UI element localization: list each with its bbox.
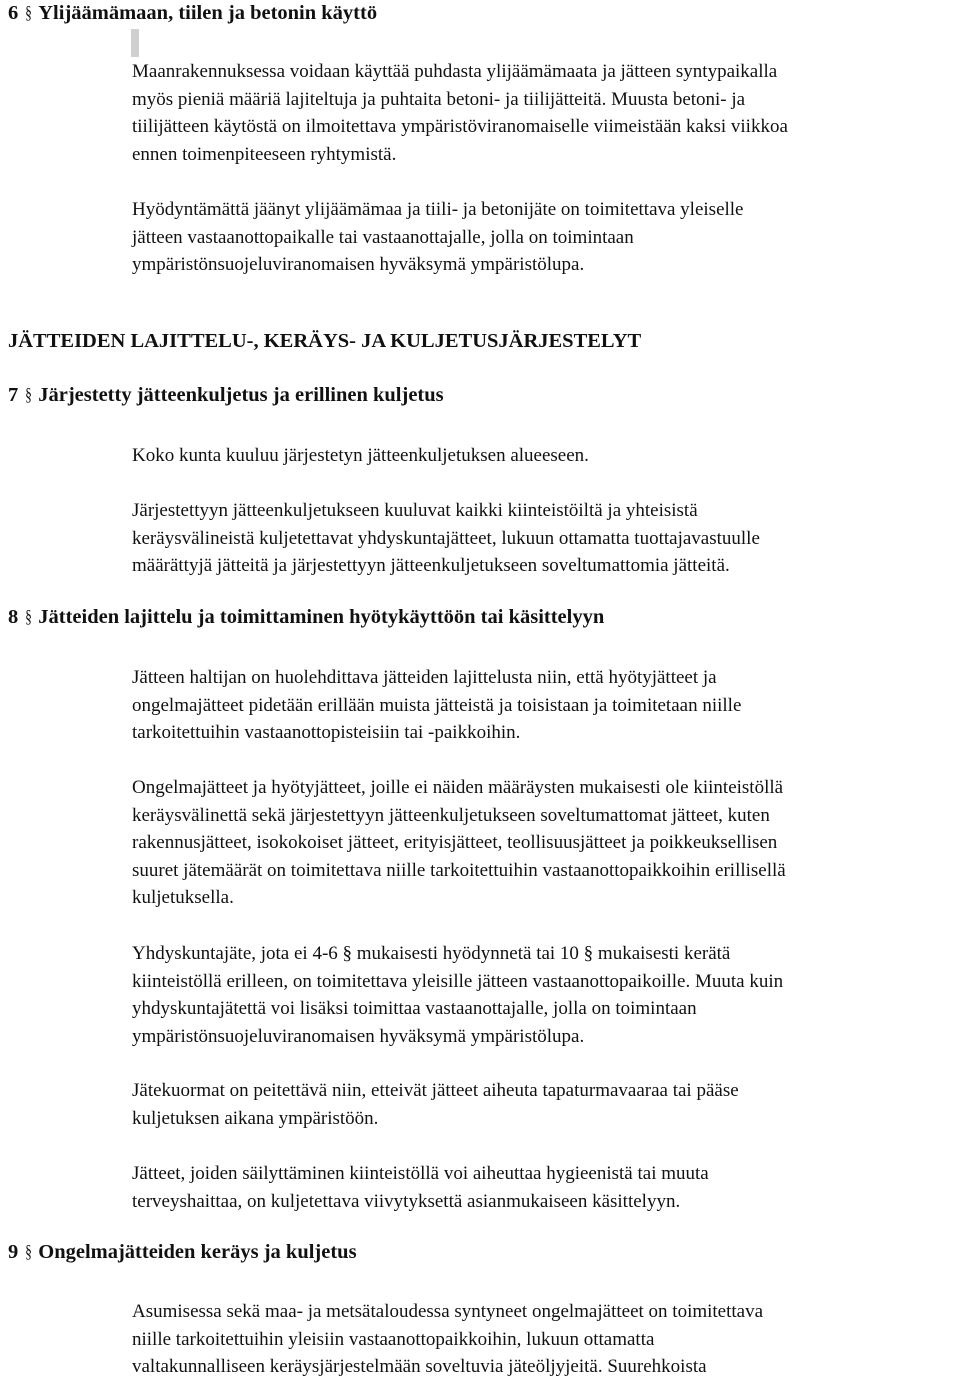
section-symbol: § (25, 1241, 33, 1261)
paragraph-line: jätteen vastaanottopaikalle tai vastaanottajalle, jolla on toimintaan (132, 226, 634, 248)
paragraph-line: rakennusjätteet, isokokoiset jätteet, erityisjätteet, teollisuusjätteet ja poikkeuksellisen (132, 832, 778, 854)
section-number: 8 (8, 606, 19, 628)
section-8-paragraph-2 (132, 774, 952, 912)
section-6-paragraph-1 (132, 58, 952, 168)
paragraph-line: ympäristönsuojeluviranomaisen hyväksymä ympäristölupa. (132, 1025, 585, 1047)
section-9-heading (8, 1238, 357, 1265)
paragraph-line: terveyshaittaa, on kuljetettava viivytyksettä asianmukaiseen käsittelyyn. (132, 1190, 681, 1212)
paragraph-line: Koko kunta kuuluu järjestetyn jätteenkuljetuksen alueeseen. (132, 445, 589, 466)
section-6-heading (8, 0, 377, 26)
section-8-paragraph-1 (132, 664, 952, 747)
section-8-paragraph-3 (132, 940, 952, 1050)
margin-marker (131, 29, 139, 57)
section-number: 7 (8, 384, 19, 406)
section-symbol: § (25, 384, 33, 404)
section-number: 6 (8, 2, 19, 24)
section-symbol: § (25, 2, 33, 22)
paragraph-line: Maanrakennuksessa voidaan käyttää puhdasta ylijäämämaata ja jätteen syntypaikalla (132, 61, 778, 82)
paragraph-line: tiilijätteen käytöstä on ilmoitettava ympäristöviranomaiselle viimeistään kaksi viikkoa (132, 116, 788, 138)
section-title: Ongelmajätteiden keräys ja kuljetus (38, 1241, 357, 1263)
paragraph-line: yhdyskuntajätettä voi lisäksi toimittaa vastaanottajalle, jolla on toimintaan (132, 998, 697, 1020)
paragraph-line: Asumisessa sekä maa- ja metsätaloudessa syntyneet ongelmajätteet on toimitettava (132, 1301, 764, 1322)
paragraph-line: Yhdyskuntajäte, jota ei 4-6 § mukaisesti hyödynnetä tai 10 § mukaisesti kerätä (132, 943, 731, 964)
paragraph-line: ongelmajätteet pidetään erillään muista jätteistä ja toisistaan ja toimitetaan niille (132, 694, 742, 716)
paragraph-line: Jätteet, joiden säilyttäminen kiinteistöllä voi aiheuttaa hygieenistä tai muuta (132, 1163, 709, 1184)
paragraph-line: valtakunnalliseen keräysjärjestelmään soveltuvia jäteöljyjeitä. Suurehkoista (132, 1356, 707, 1378)
section-title: Ylijäämämaan, tiilen ja betonin käyttö (38, 2, 378, 24)
section-9-paragraph-1 (132, 1298, 952, 1381)
paragraph-line: määrättyjä jätteitä ja järjestettyyn jätteenkuljetukseen soveltumattomia jätteitä. (132, 555, 730, 577)
section-6-paragraph-2 (132, 196, 952, 279)
chapter-title: JÄTTEIDEN LAJITTELU-, KERÄYS- JA KULJETUSJÄRJESTELYT (8, 330, 642, 352)
paragraph-line: Jätekuormat on peitettävä niin, etteivät jätteet aiheuta tapaturmavaaraa tai pääse (132, 1080, 739, 1101)
section-7-paragraph-1 (132, 442, 952, 470)
section-8-heading (8, 603, 604, 630)
paragraph-line: kiinteistöllä erilleen, on toimitettava yleisille jätteen vastaanottopaikoille. Muuta kuin (132, 970, 784, 992)
paragraph-line: Jätteen haltijan on huolehdittava jätteiden lajittelusta niin, että hyötyjätteet ja (132, 667, 717, 688)
paragraph-line: Hyödyntämättä jäänyt ylijäämämaa ja tiili- ja betonijäte on toimitettava yleiselle (132, 199, 744, 220)
paragraph-line: tarkoitettuihin vastaanottopisteisiin tai -paikkoihin. (132, 722, 521, 744)
section-title: Jätteiden lajittelu ja toimittaminen hyötykäyttöön tai käsittelyyn (38, 606, 605, 628)
paragraph-line: myös pieniä määriä lajiteltuja ja puhtaita betoni- ja tiilijätteitä. Muusta betoni- ja (132, 88, 746, 110)
section-7-paragraph-2 (132, 497, 952, 580)
section-number: 9 (8, 1241, 19, 1263)
paragraph-line: Ongelmajätteet ja hyötyjätteet, joille ei näiden määräysten mukaisesti ole kiinteistöllä (132, 777, 784, 798)
paragraph-line: keräysvälineistä kuljetettavat yhdyskuntajätteet, lukuun ottamatta tuottajavastuulle (132, 527, 760, 549)
section-symbol: § (25, 606, 33, 626)
section-7-heading (8, 381, 444, 408)
paragraph-line: kuljetuksen aikana ympäristöön. (132, 1107, 379, 1129)
paragraph-line: niille tarkoitettuihin yleisiin vastaanottopaikkoihin, lukuun ottamatta (132, 1328, 655, 1350)
paragraph-line: ennen toimenpiteeseen ryhtymistä. (132, 143, 397, 165)
paragraph-line: kuljetuksella. (132, 887, 234, 909)
section-8-paragraph-5 (132, 1160, 952, 1215)
paragraph-line: ympäristönsuojeluviranomaisen hyväksymä ympäristölupa. (132, 254, 585, 276)
section-title: Järjestetty jätteenkuljetus ja erillinen kuljetus (38, 384, 444, 406)
paragraph-line: keräysvälinettä sekä järjestettyyn jätteenkuljetukseen soveltumattomat jätteet, kuten (132, 804, 770, 826)
paragraph-line: Järjestettyyn jätteenkuljetukseen kuuluvat kaikki kiinteistöiltä ja yhteisistä (132, 500, 698, 521)
paragraph-line: suuret jätemäärät on toimitettava niille tarkoitettuihin vastaanottopaikkoihin erillisellä (132, 859, 786, 881)
section-8-paragraph-4 (132, 1077, 952, 1132)
